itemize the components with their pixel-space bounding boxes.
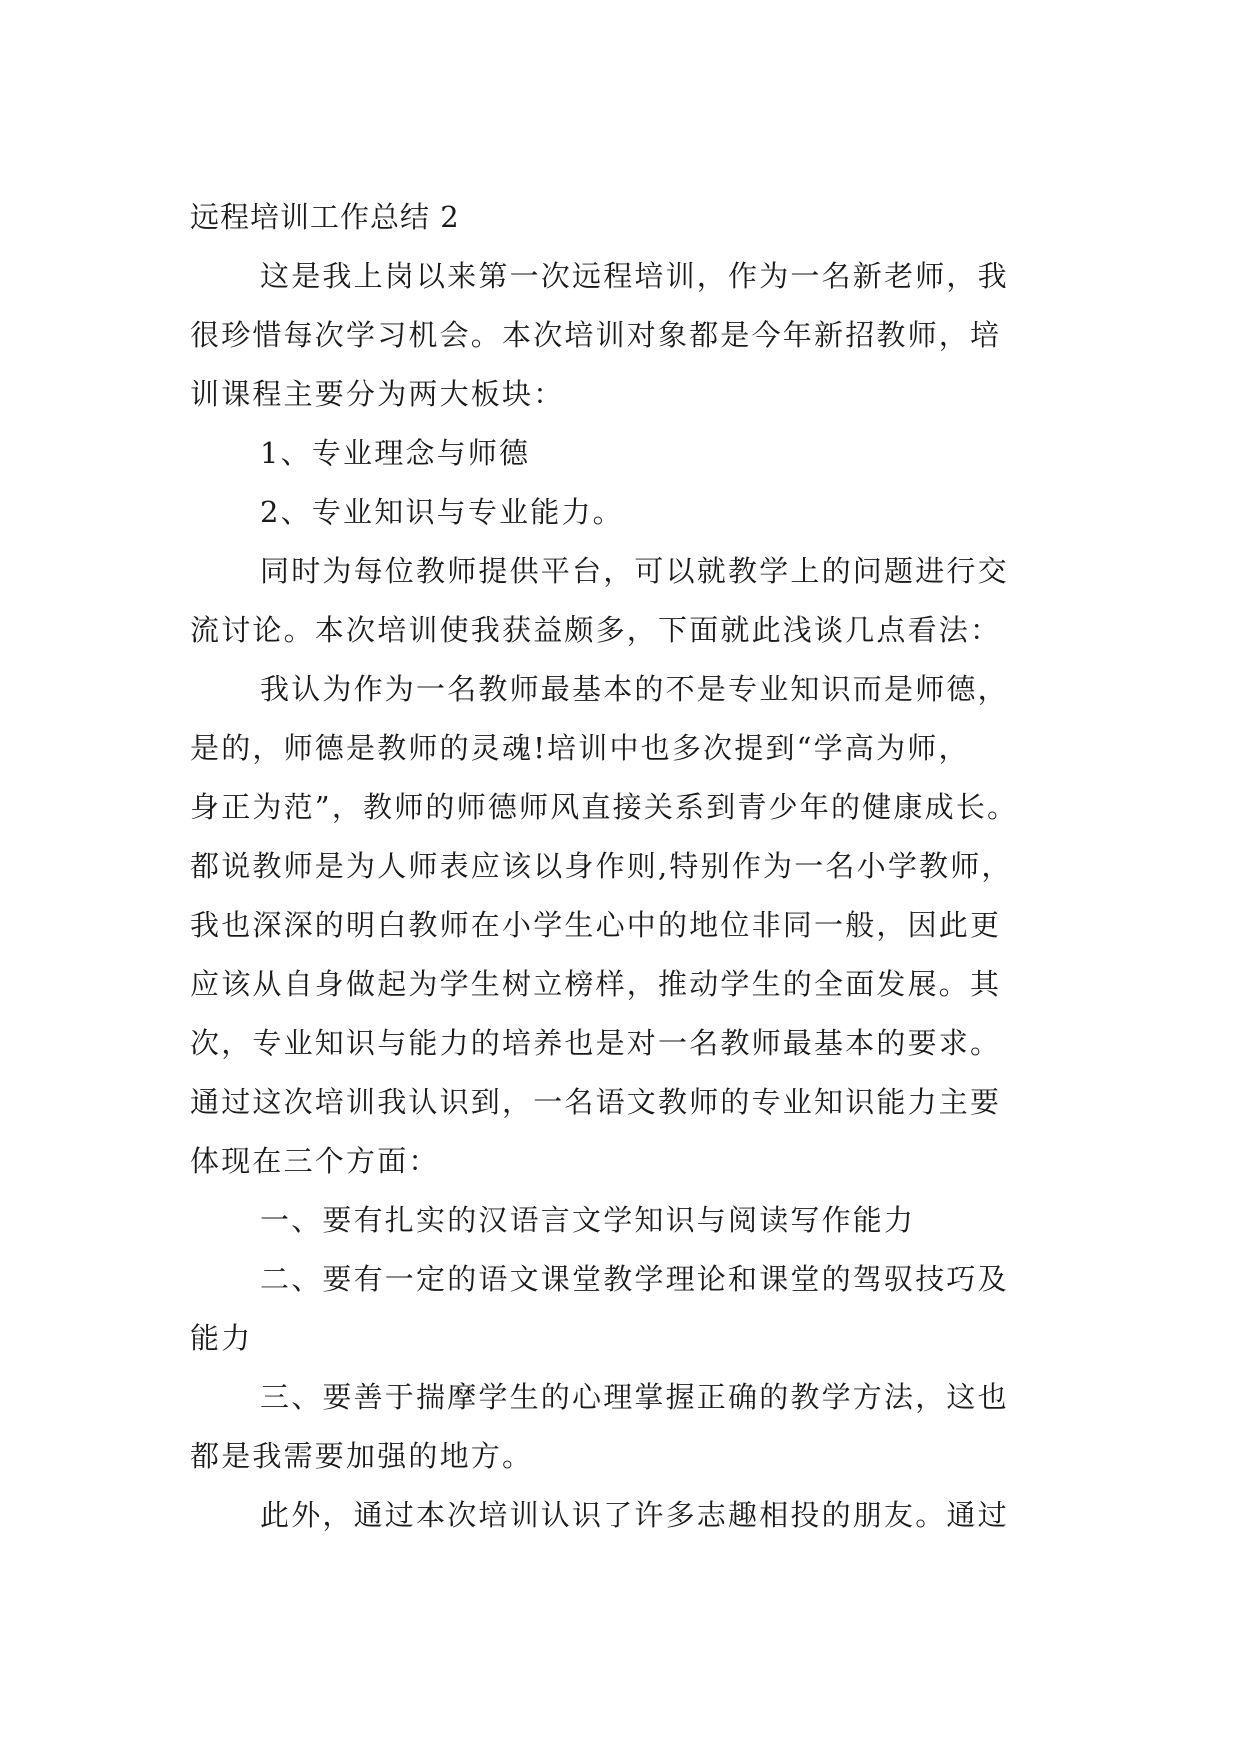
paragraph <box>190 660 1060 1191</box>
text-line: 通过这次培训我认识到，一名语文教师的专业知识能力主要 <box>190 1085 1002 1119</box>
text-line: 2、专业知识与专业能力。 <box>260 495 624 529</box>
text-line: 能力 <box>190 1321 253 1355</box>
text-line: 都说教师是为人师表应该以身作则,特别作为一名小学教师， <box>190 849 1013 883</box>
text-line: 此外，通过本次培训认识了许多志趣相投的朋友。通过 <box>260 1498 1009 1532</box>
text-line: 流讨论。本次培训使我获益颇多，下面就此浅谈几点看法： <box>190 613 1002 647</box>
text-line: 体现在三个方面： <box>190 1144 440 1178</box>
text-line: 这是我上岗以来第一次远程培训，作为一名新老师，我 <box>260 259 1009 293</box>
text-line: 一、要有扎实的汉语言文学知识与阅读写作能力 <box>260 1203 916 1237</box>
text-line: 我也深深的明白教师在小学生心中的地位非同一般，因此更 <box>190 908 1002 942</box>
paragraph <box>190 1191 1060 1250</box>
text-line: 都是我需要加强的地方。 <box>190 1439 534 1473</box>
paragraph <box>190 247 1060 424</box>
text-line: 我认为作为一名教师最基本的不是专业知识而是师德， <box>260 672 1009 706</box>
document-title: 远程培训工作总结 2 <box>190 200 460 234</box>
paragraph <box>190 1486 1060 1545</box>
paragraph <box>190 483 1060 542</box>
text-line: 身正为范”，教师的师德师风直接关系到青少年的健康成长。 <box>190 790 1019 824</box>
text-line: 次，专业知识与能力的培养也是对一名教师最基本的要求。 <box>190 1026 1002 1060</box>
paragraph <box>190 424 1060 483</box>
document-body <box>190 188 1060 1545</box>
text-line: 很珍惜每次学习机会。本次培训对象都是今年新招教师，培 <box>190 318 1002 352</box>
text-line: 训课程主要分为两大板块： <box>190 377 565 411</box>
paragraph <box>190 1250 1060 1368</box>
text-line: 三、要善于揣摩学生的心理掌握正确的教学方法，这也 <box>260 1380 1009 1414</box>
paragraph <box>190 1368 1060 1486</box>
text-line: 1、专业理念与师德 <box>260 436 531 470</box>
text-line: 二、要有一定的语文课堂教学理论和课堂的驾驭技巧及 <box>260 1262 1009 1296</box>
text-line: 同时为每位教师提供平台，可以就教学上的问题进行交 <box>260 554 1009 588</box>
paragraph <box>190 542 1060 660</box>
text-line: 应该从自身做起为学生树立榜样，推动学生的全面发展。其 <box>190 967 1002 1001</box>
text-line: 是的，师德是教师的灵魂!培训中也多次提到“学高为师， <box>190 731 970 765</box>
